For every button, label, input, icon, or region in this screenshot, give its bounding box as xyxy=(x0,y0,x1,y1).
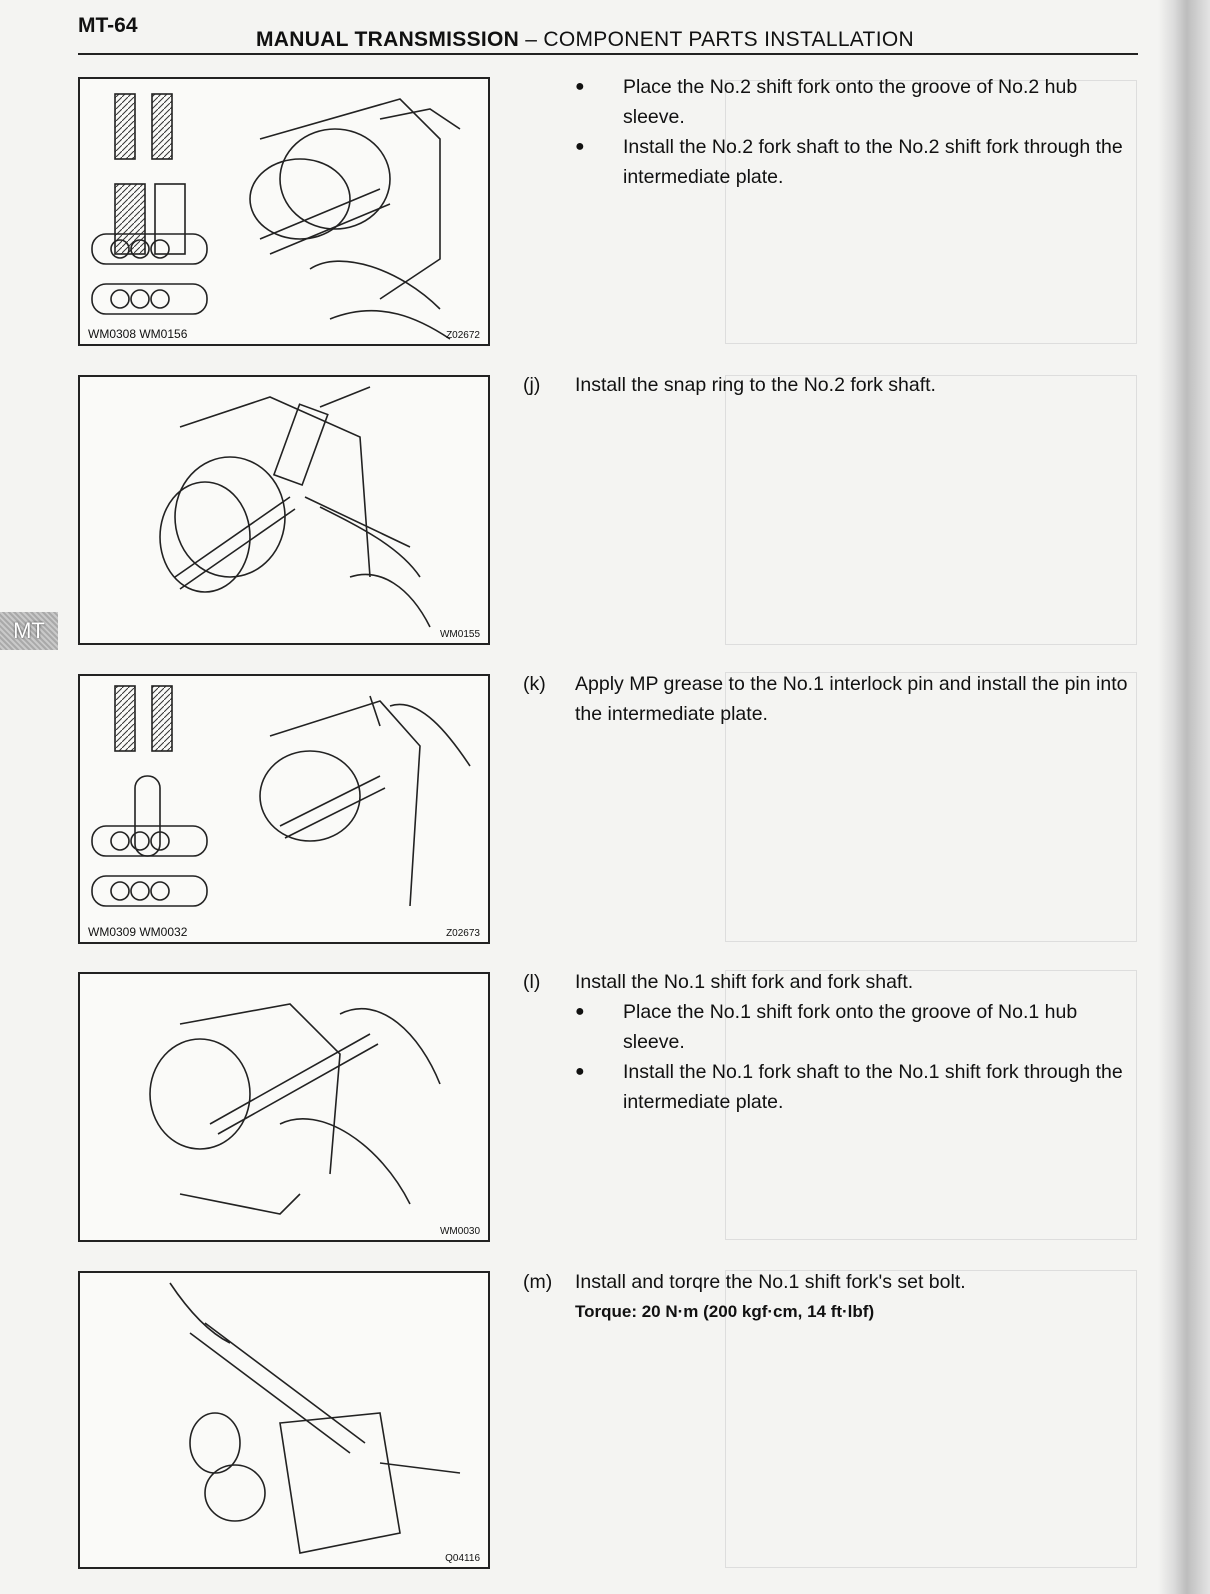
bullet-text: Place the No.1 shift fork onto the groove of No.1 hub sleeve. xyxy=(623,1001,1078,1053)
section-tab: MT xyxy=(0,612,58,650)
figure-snap-ring xyxy=(78,375,490,645)
title-separator: – xyxy=(519,28,544,51)
figure-shift-fork-no2 xyxy=(78,77,490,346)
step-label: (j) xyxy=(523,374,541,396)
page-edge-shadow xyxy=(1158,0,1210,1594)
figure-code-right: WM0155 xyxy=(439,629,480,640)
figure-code-right: Z02672 xyxy=(446,330,480,341)
step-l xyxy=(523,967,1143,1117)
page-number: MT-64 xyxy=(78,14,138,37)
figure-interlock-pin xyxy=(78,674,490,944)
step-text: Install and torqre the No.1 shift fork's set bolt. xyxy=(575,1271,966,1293)
torque-spec: Torque: 20 N·m (200 kgf·cm, 14 ft·lbf) xyxy=(575,1302,875,1321)
step-text: Install the No.1 shift fork and fork shaft. xyxy=(575,971,914,993)
subsection-title: COMPONENT PARTS INSTALLATION xyxy=(543,28,914,51)
bullet-text: Install the No.2 fork shaft to the No.2 shift fork through the intermediate plate. xyxy=(623,136,1123,188)
bullet-icon: ● xyxy=(575,78,585,95)
step-k xyxy=(523,669,1143,729)
bleed-through-box xyxy=(725,375,1137,645)
bullet-icon: ● xyxy=(575,1063,585,1080)
step-label: (m) xyxy=(523,1271,553,1293)
step-text: Install the snap ring to the No.2 fork shaft. xyxy=(575,374,936,396)
figure-code-right: Z02673 xyxy=(446,928,480,939)
step-label: (l) xyxy=(523,971,541,993)
step-label: (k) xyxy=(523,673,546,695)
header-rule xyxy=(78,53,1138,55)
step-no2-fork xyxy=(523,72,1143,192)
bullet-item xyxy=(523,997,1143,1057)
bullet-item xyxy=(523,72,1143,132)
bullet-icon: ● xyxy=(575,1003,585,1020)
step-j xyxy=(523,370,1143,400)
figure-set-bolt-torque xyxy=(78,1271,490,1569)
figure-shift-fork-no1 xyxy=(78,972,490,1242)
figure-code-left: WM0309 WM0032 xyxy=(88,925,188,939)
bullet-icon: ● xyxy=(575,138,585,155)
bullet-item xyxy=(523,1057,1143,1117)
section-title: MANUAL TRANSMISSION xyxy=(256,28,520,51)
step-m xyxy=(523,1267,1143,1327)
bullet-item xyxy=(523,132,1143,192)
figure-code-right: WM0030 xyxy=(439,1226,480,1237)
figure-code-left: WM0308 WM0156 xyxy=(88,327,188,341)
figure-code-right: Q04116 xyxy=(445,1553,480,1564)
bullet-text: Install the No.1 fork shaft to the No.1 shift fork through the intermediate plate. xyxy=(623,1061,1123,1113)
page-title xyxy=(256,28,914,52)
bullet-text: Place the No.2 shift fork onto the groove of No.2 hub sleeve. xyxy=(623,76,1078,128)
step-text: Apply MP grease to the No.1 interlock pin and install the pin into the intermediate plate. xyxy=(575,673,1128,725)
